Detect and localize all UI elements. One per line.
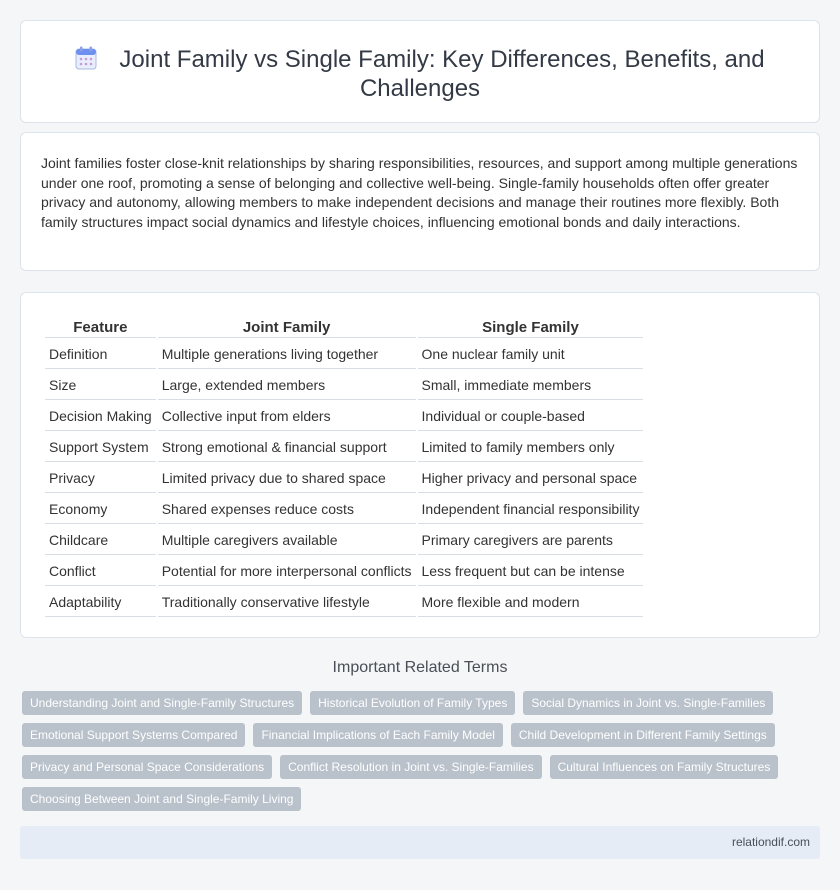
table-cell: Decision Making [45, 402, 156, 431]
table-row [45, 433, 643, 462]
column-header-single-family: Single Family [418, 315, 644, 338]
table-row [45, 526, 643, 555]
table-cell: Potential for more interpersonal conflicts [158, 557, 416, 586]
table-cell: One nuclear family unit [418, 340, 644, 369]
table-row [45, 402, 643, 431]
table-row [45, 495, 643, 524]
table-cell: Independent financial responsibility [418, 495, 644, 524]
intro-card [20, 132, 820, 271]
related-term-tag[interactable]: Conflict Resolution in Joint vs. Single-Families [280, 755, 541, 779]
comparison-table-card [20, 292, 820, 638]
table-cell: Less frequent but can be intense [418, 557, 644, 586]
table-cell: Childcare [45, 526, 156, 555]
page-title: Joint Family vs Single Family: Key Differences, Benefits, and Challenges [119, 46, 765, 102]
table-cell: Strong emotional & financial support [158, 433, 416, 462]
table-cell: Small, immediate members [418, 371, 644, 400]
table-cell: Large, extended members [158, 371, 416, 400]
table-cell: Shared expenses reduce costs [158, 495, 416, 524]
table-header-row [45, 315, 643, 338]
related-term-tag[interactable]: Emotional Support Systems Compared [22, 723, 245, 747]
table-cell: Adaptability [45, 588, 156, 617]
related-terms-list [22, 691, 812, 819]
related-term-tag[interactable]: Historical Evolution of Family Types [310, 691, 515, 715]
table-cell: Individual or couple-based [418, 402, 644, 431]
table-cell: Collective input from elders [158, 402, 416, 431]
table-cell: Privacy [45, 464, 156, 493]
table-cell: Traditionally conservative lifestyle [158, 588, 416, 617]
table-row [45, 557, 643, 586]
related-term-tag[interactable]: Cultural Influences on Family Structures [550, 755, 779, 779]
related-term-tag[interactable]: Social Dynamics in Joint vs. Single-Families [523, 691, 773, 715]
table-cell: Limited to family members only [418, 433, 644, 462]
related-term-tag[interactable]: Privacy and Personal Space Considerations [22, 755, 272, 779]
table-row [45, 340, 643, 369]
table-row [45, 371, 643, 400]
table-cell: Primary caregivers are parents [418, 526, 644, 555]
table-cell: Size [45, 371, 156, 400]
table-cell: Conflict [45, 557, 156, 586]
footer-site-link[interactable]: relationdif.com [731, 835, 810, 849]
related-term-tag[interactable]: Understanding Joint and Single-Family Structures [22, 691, 302, 715]
table-cell: Definition [45, 340, 156, 369]
related-term-tag[interactable]: Choosing Between Joint and Single-Family Living [22, 787, 301, 811]
column-header-joint-family: Joint Family [158, 315, 416, 338]
related-terms-heading: Important Related Terms [332, 659, 508, 676]
table-cell: Higher privacy and personal space [418, 464, 644, 493]
intro-paragraph: Joint families foster close-knit relationships by sharing responsibilities, resources, and support among multiple generations under one roof, promoting a sense of belonging and collective well-being. Single-family households often offer greater privacy and autonomy, allowing members to make independent decisions and manage their routines more flexibly. Both family structures impact social dynamics and lifestyle choices, influencing emotional bonds and daily interactions. [41, 155, 798, 230]
table-cell: Economy [45, 495, 156, 524]
table-cell: More flexible and modern [418, 588, 644, 617]
table-row [45, 464, 643, 493]
table-cell: Multiple caregivers available [158, 526, 416, 555]
related-term-tag[interactable]: Child Development in Different Family Settings [511, 723, 775, 747]
comparison-table [43, 313, 645, 619]
table-cell: Multiple generations living together [158, 340, 416, 369]
table-cell: Limited privacy due to shared space [158, 464, 416, 493]
table-row [45, 588, 643, 617]
related-term-tag[interactable]: Financial Implications of Each Family Model [253, 723, 502, 747]
table-cell: Support System [45, 433, 156, 462]
calendar-icon [75, 46, 97, 70]
footer [20, 826, 820, 859]
header-card [20, 20, 820, 123]
column-header-feature: Feature [45, 315, 156, 338]
